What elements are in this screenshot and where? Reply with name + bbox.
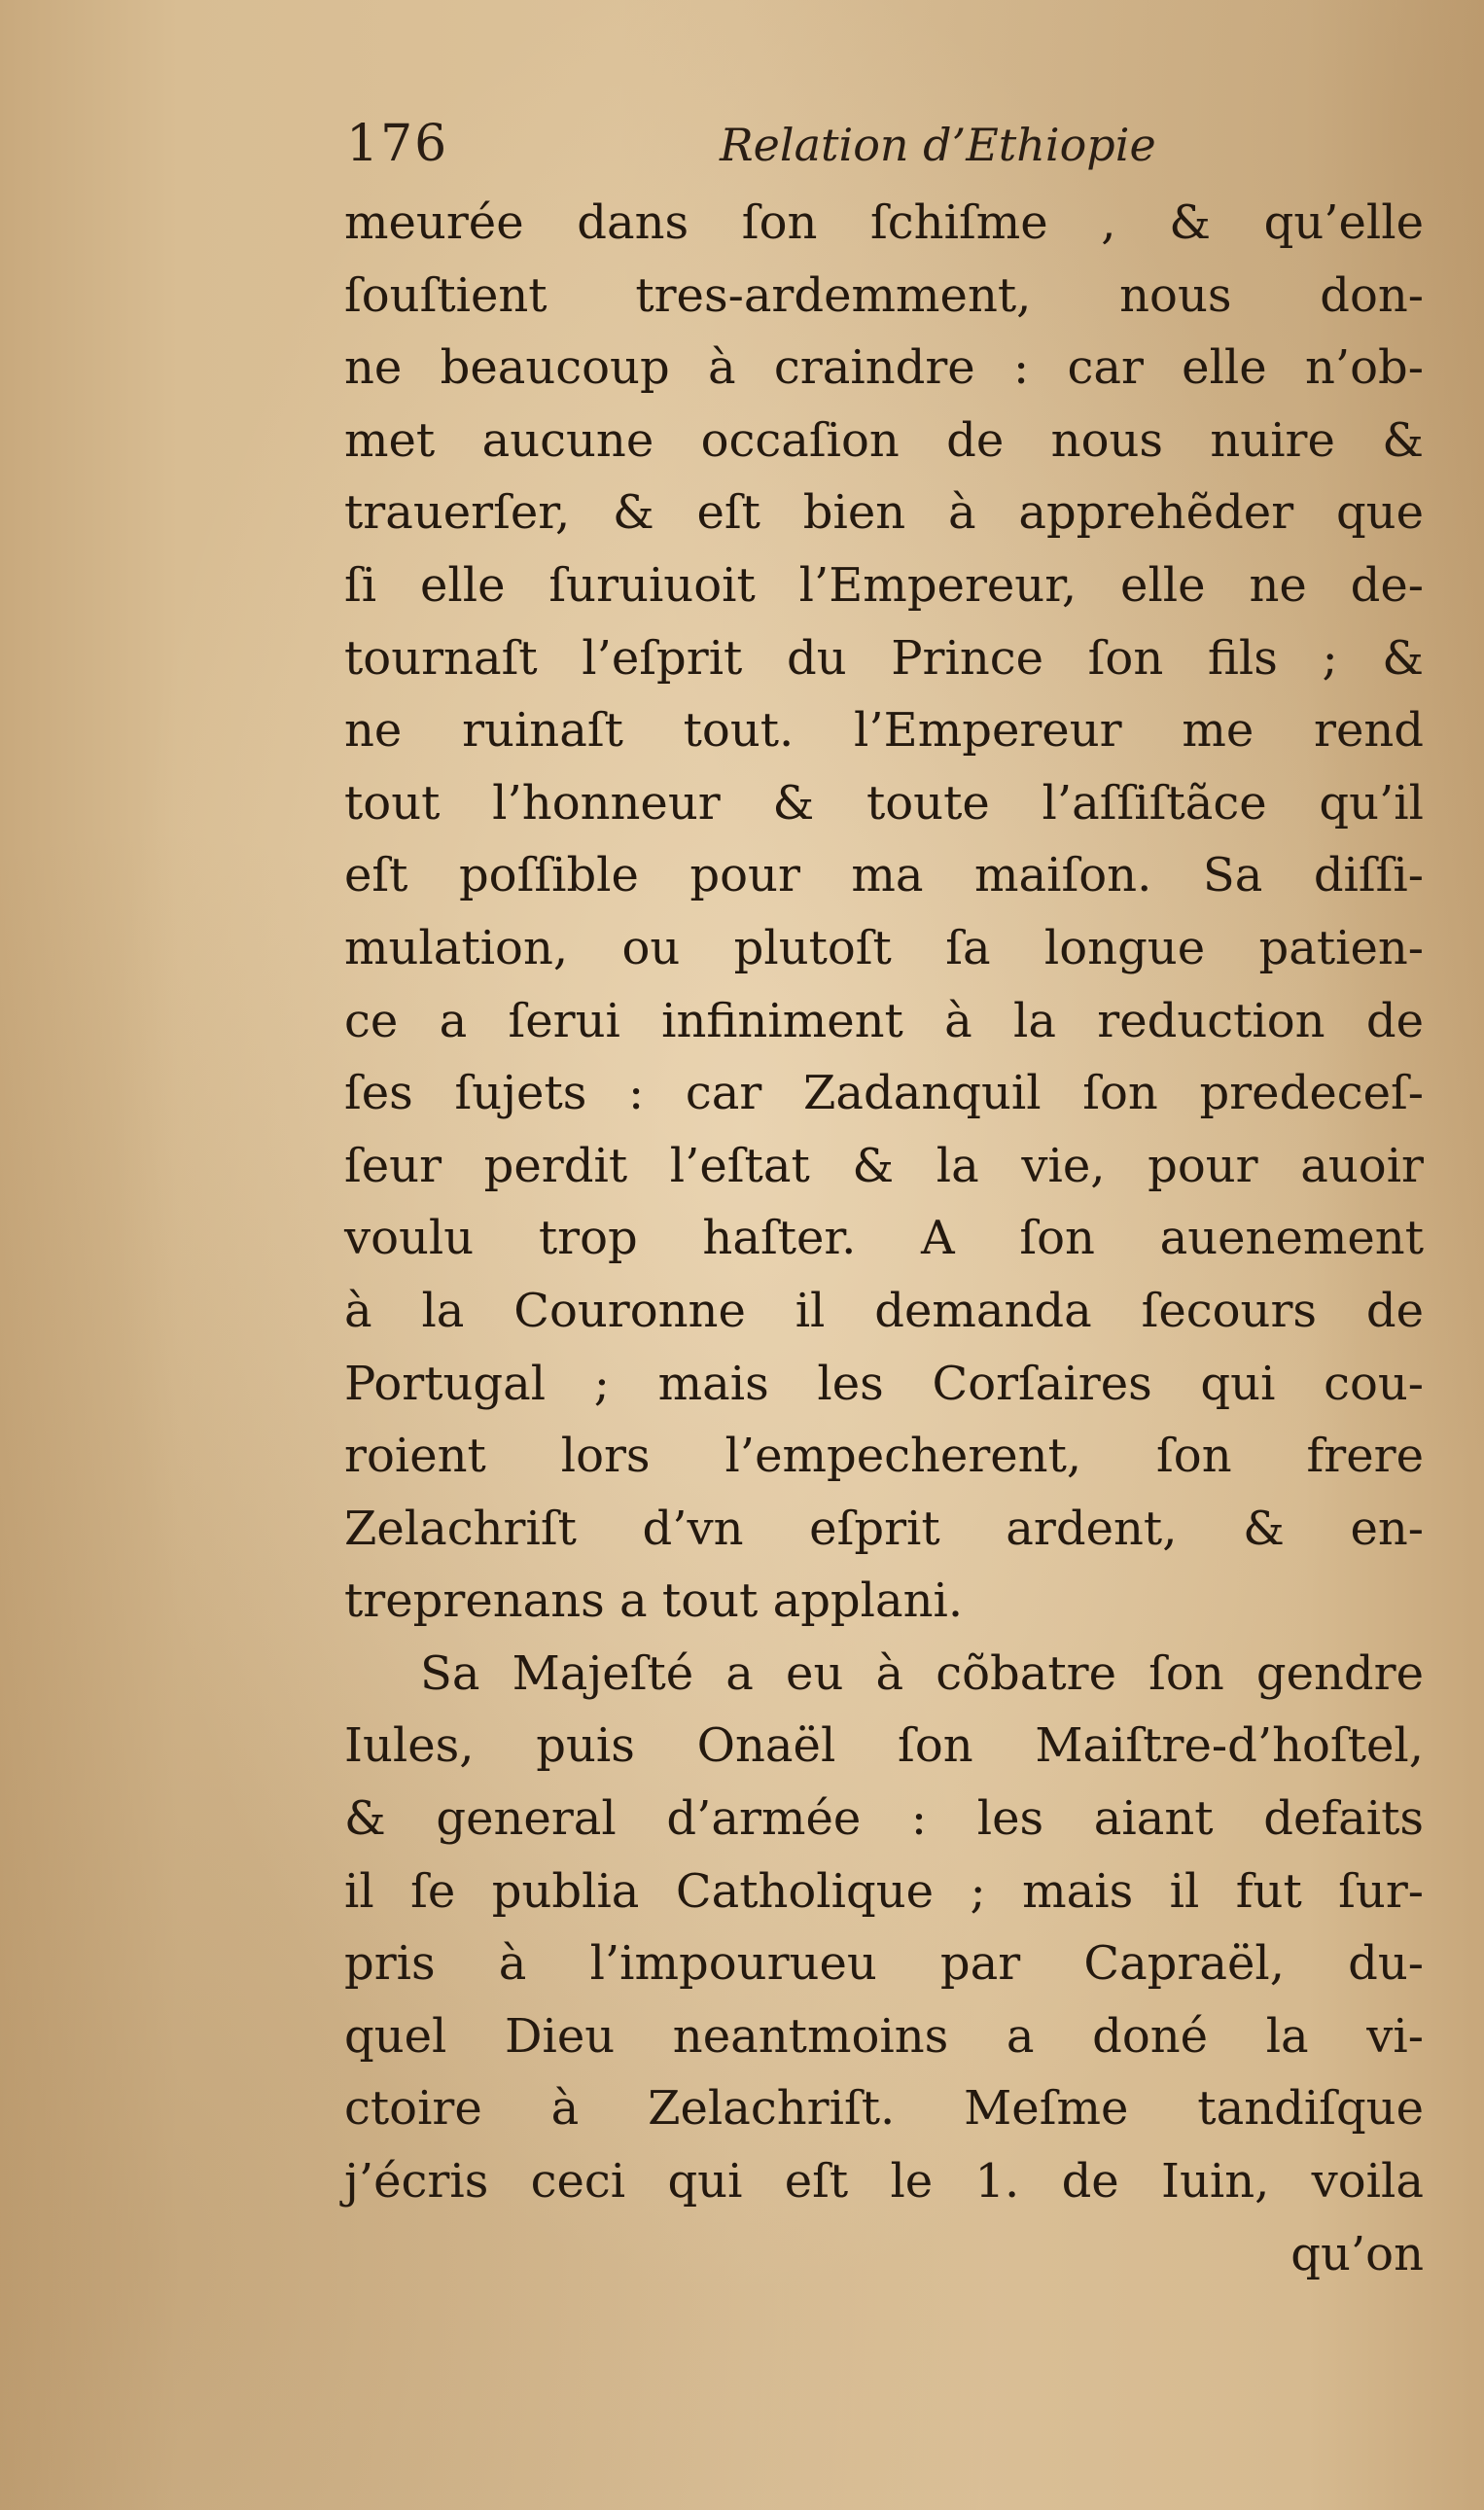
text-line: ctoire à Zelachriſt. Meſme tandiſque: [344, 2081, 1424, 2137]
text-line: Portugal ; mais les Corſaires qui cou-: [344, 1356, 1424, 1411]
text-line: il ſe publia Catholique ; mais il fut ſur-: [344, 1863, 1424, 1919]
text-line: pris à l’impourueu par Capraël, du-: [344, 1936, 1424, 1992]
page-header: [346, 115, 1416, 183]
text-line: tout l’honneur & toute l’aſſiſtãce qu’il: [344, 775, 1424, 831]
text-line: ſi elle ſuruiuoit l’Empereur, elle ne de-: [344, 557, 1424, 613]
text-line: ſouſtient tres-ardemment, nous don-: [344, 267, 1424, 323]
text-line: eſt poſſible pour ma maiſon. Sa diſſi-: [344, 848, 1424, 903]
text-line: tournaſt l’eſprit du Prince ſon fils ; &: [344, 630, 1424, 686]
text-line: trauerſer, & eſt bien à apprehẽder que: [344, 485, 1424, 541]
page-number: 176: [346, 115, 449, 173]
text-line: roient lors l’empecherent, ſon frere: [344, 1429, 1424, 1484]
text-line: à la Couronne il demanda ſecours de: [344, 1283, 1424, 1338]
text-line: ne beaucoup à craindre : car elle n’ob-: [344, 340, 1424, 396]
running-head: Relation d’Ethiopie: [720, 119, 1156, 171]
text-line: meurée dans ſon ſchiſme , & qu’elle: [344, 195, 1424, 250]
text-line: mulation, ou plutoſt ſa longue patien-: [344, 920, 1424, 975]
paragraph-first-line: Sa Majeſté a eu à cõbatre ſon gendre: [420, 1645, 1424, 1701]
text-line: & general d’armée : les aiant defaits: [344, 1791, 1424, 1847]
text-line: Zelachriſt d’vn eſprit ardent, & en-: [344, 1501, 1424, 1556]
text-line: j’écris ceci qui eſt le 1. de Iuin, voila: [344, 2154, 1424, 2210]
text-line: quel Dieu neantmoins a doné la vi-: [344, 2008, 1424, 2064]
text-line: ce a ſerui infiniment à la reduction de: [344, 993, 1424, 1048]
text-line: ſeur perdit l’eſtat & la vie, pour auoir: [344, 1138, 1424, 1193]
text-line: ſes ſujets : car Zadanquil ſon predeceſ-: [344, 1066, 1424, 1121]
text-line: met aucune occaſion de nous nuire &: [344, 412, 1424, 468]
text-line: voulu trop haſter. A ſon auenement: [344, 1211, 1424, 1266]
body-text: [344, 187, 1424, 2290]
catchword: qu’on: [1290, 2226, 1424, 2281]
text-line: treprenans a tout applani.: [344, 1573, 964, 1629]
text-line: ne ruinaſt tout. l’Empereur me rend: [344, 703, 1424, 759]
text-line: Iules, puis Onaël ſon Maiſtre-d’hoſtel,: [344, 1718, 1424, 1774]
